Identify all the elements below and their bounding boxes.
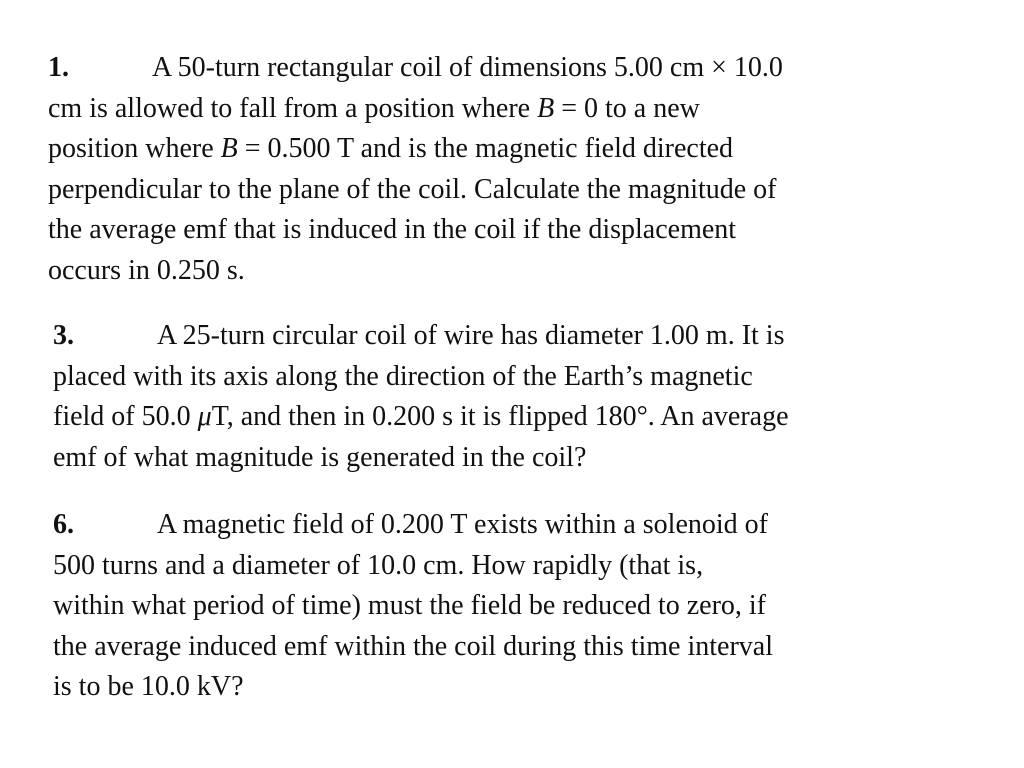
problem-number: 6. [53,509,74,540]
problem-1-line-3: position where B = 0.500 T and is the magnetic field directed [48,133,734,164]
problem-6-line-2: 500 turns and a diameter of 10.0 cm. How rapidly (that is, [53,549,704,581]
problem-number: 1. [48,52,69,83]
problem-1-line-4: perpendicular to the plane of the coil. Calculate the magnitude of [48,173,777,205]
variable-mu: μ [197,401,212,432]
problem-1-line-2: cm is allowed to fall from a position where B = 0 to a new [48,92,700,124]
problem-6-line-1: 6. A magnetic field of 0.200 T exists within a solenoid of [53,505,1013,546]
problem-6-line-5: is to be 10.0 kV? [53,671,244,702]
problem-6-line-3: within what period of time) must the field be reduced to zero, if [53,590,767,621]
problem-3-line-3: field of 50.0 μT, and then in 0.200 s it is flipped 180°. An average [53,401,789,432]
problem-3-line-4: emf of what magnitude is generated in the coil? [53,441,587,473]
problem-6 [53,505,1013,708]
problem-6-line-4: the average induced emf within the coil during this time interval [53,630,774,662]
problem-1-line-5: the average emf that is induced in the coil if the displacement [48,214,737,245]
problem-3-line-1: 3. A 25-turn circular coil of wire has diameter 1.00 m. It is [53,316,1013,357]
problem-number: 3. [53,320,74,351]
variable-b: B [220,133,238,164]
problem-1-line-6: occurs in 0.250 s. [48,254,245,286]
problem-3 [53,316,1013,478]
problem-1 [48,48,1008,291]
problem-1-line-1: 1. A 50-turn rectangular coil of dimensions 5.00 cm × 10.0 [48,48,1008,89]
variable-b: B [537,92,555,124]
problem-3-line-2: placed with its axis along the direction of the Earth’s magnetic [53,360,753,392]
